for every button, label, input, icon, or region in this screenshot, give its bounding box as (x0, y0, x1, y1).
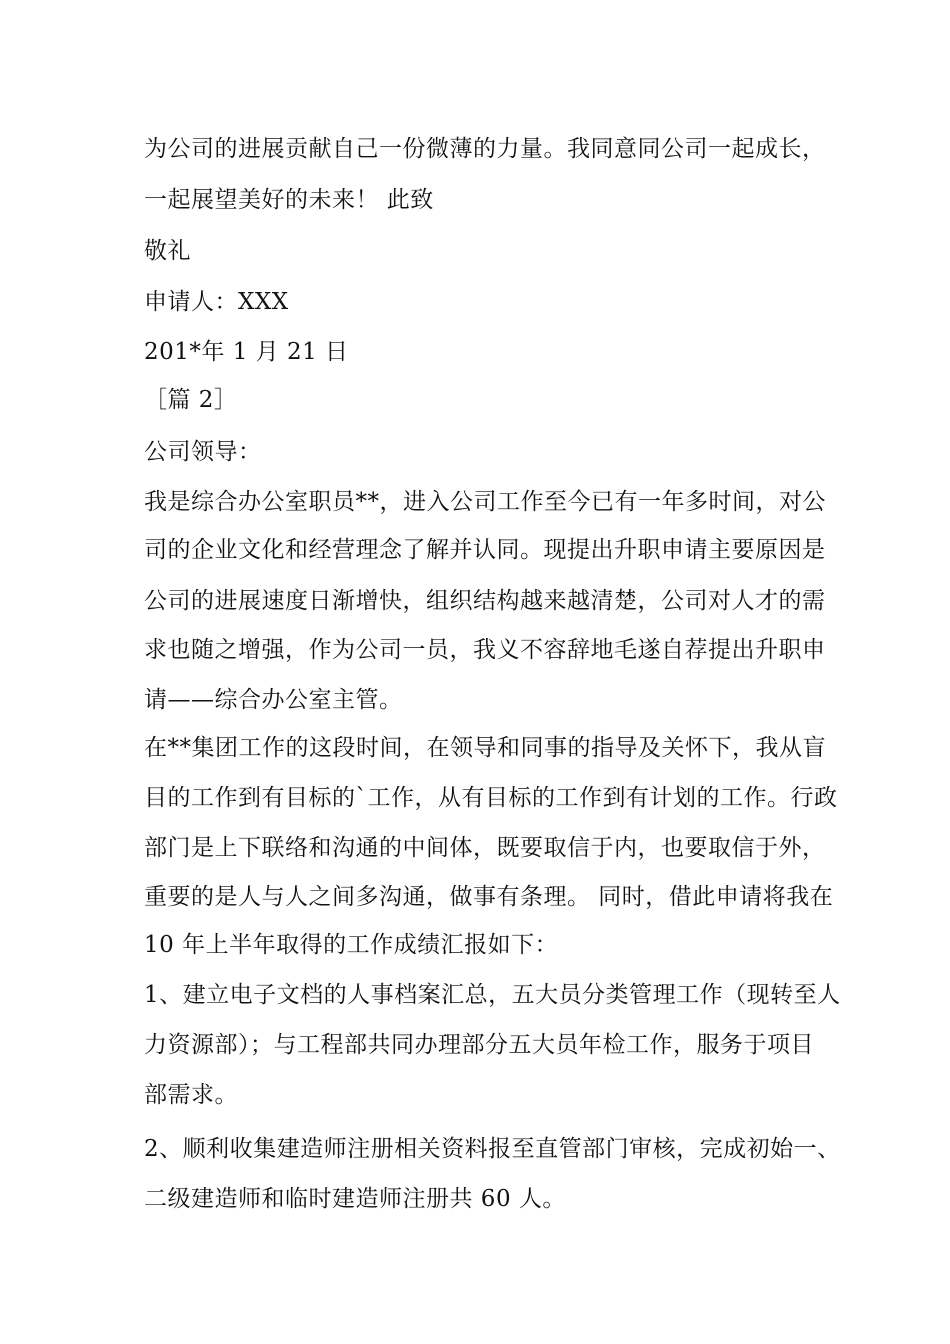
text-line: 敬礼 (144, 238, 191, 264)
text-line: 重要的是人与人之间多沟通，做事有条理。 同时，借此申请将我在 (144, 884, 834, 910)
text-line: 公司的进展速度日渐增快，组织结构越来越清楚，公司对人才的需 (144, 588, 826, 614)
text-line: 在**集团工作的这段时间，在领导和同事的指导及关怀下，我从盲 (144, 735, 826, 761)
list-item: 2、顺利收集建造师注册相关资料报至直管部门审核，完成初始一、 (144, 1136, 841, 1162)
list-item-continued: 部需求。 (144, 1082, 238, 1108)
text-line: 司的企业文化和经营理念了解并认同。现提出升职申请主要原因是 (144, 537, 826, 563)
text-line: 目的工作到有目标的`工作，从有目标的工作到有计划的工作。行政 (144, 785, 838, 811)
salutation: 公司领导： (144, 439, 262, 465)
text-line: 求也随之增强，作为公司一员，我义不容辞地毛遂自荐提出升职申 (144, 637, 826, 663)
text-line: 部门是上下联络和沟通的中间体，既要取信于内，也要取信于外， (144, 835, 826, 861)
date-line: 201*年 1 月 21 日 (144, 339, 349, 365)
text-line: 为公司的进展贡献自己一份微薄的力量。我同意同公司一起成长， (144, 136, 826, 162)
text-line: 10 年上半年取得的工作成绩汇报如下： (144, 932, 559, 958)
text-line: 请——综合办公室主管。 (144, 687, 403, 713)
list-item: 1、建立电子文档的人事档案汇总，五大员分类管理工作（现转至人 (144, 982, 841, 1008)
section-heading: ［篇 2］ (144, 387, 238, 413)
text-line: 我是综合办公室职员**，进入公司工作至今已有一年多时间，对公 (144, 489, 826, 515)
text-line: 一起展望美好的未来！ 此致 (144, 187, 434, 213)
list-item-continued: 二级建造师和临时建造师注册共 60 人。 (144, 1186, 566, 1212)
list-item-continued: 力资源部）；与工程部共同办理部分五大员年检工作，服务于项目 (144, 1032, 814, 1058)
applicant-line: 申请人：XXX (144, 289, 289, 315)
